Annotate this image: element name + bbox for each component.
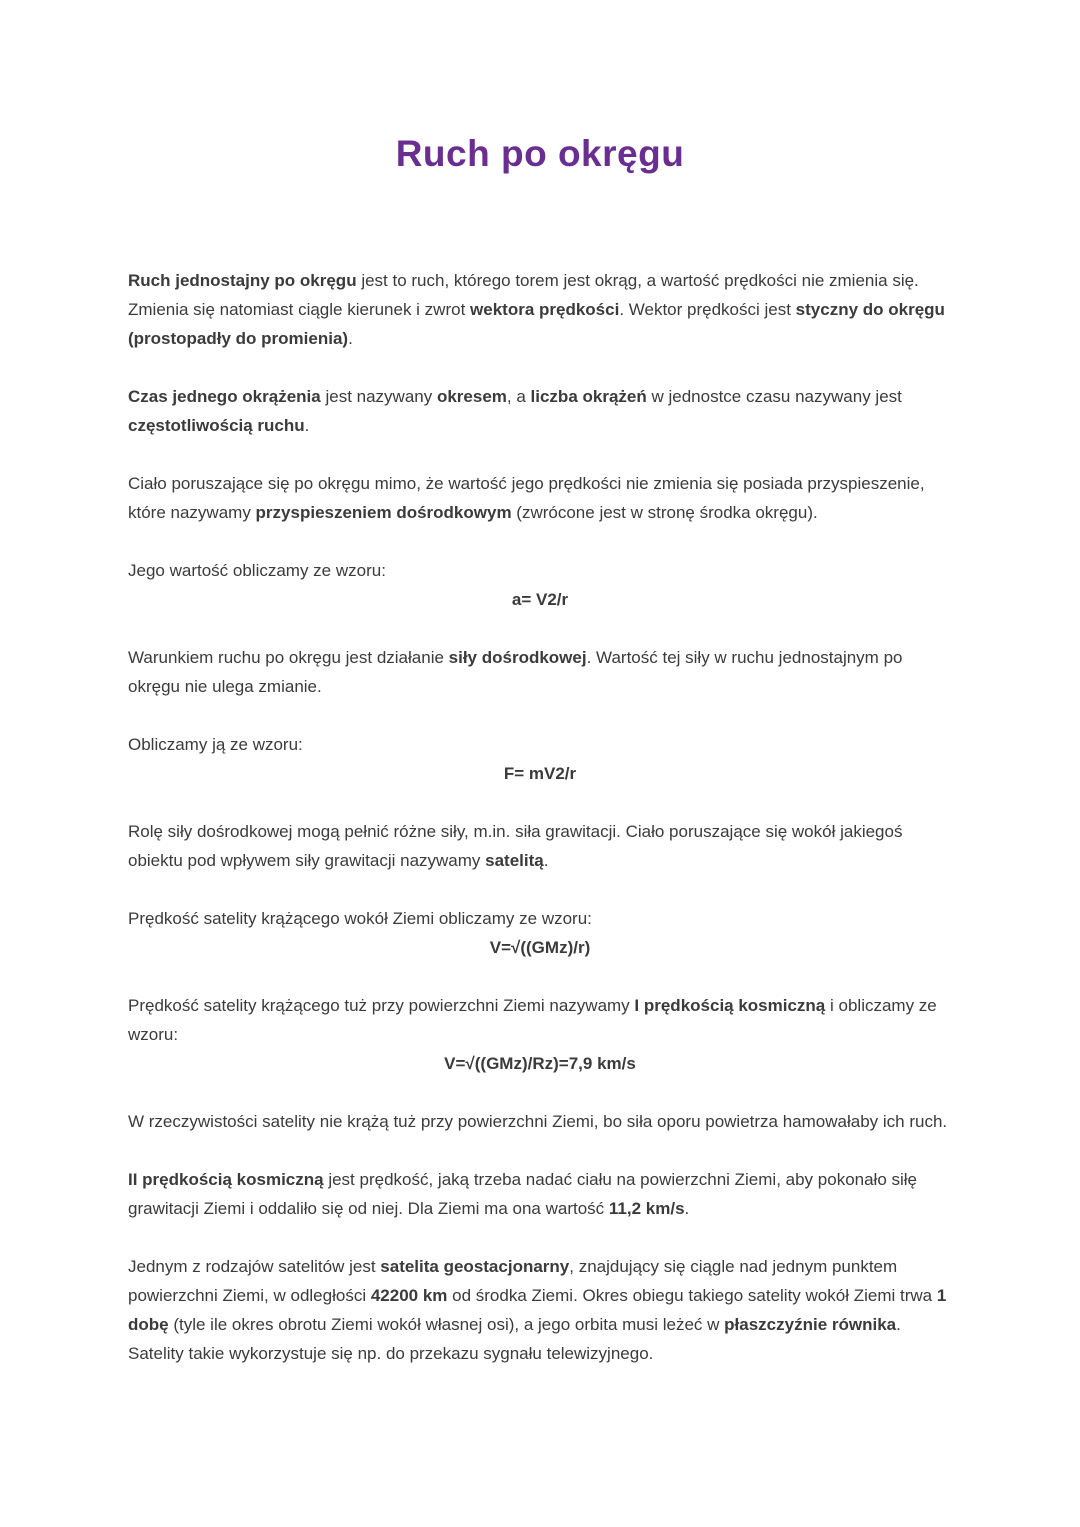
text-segment: Jednym z rodzajów satelitów jest [128,1257,381,1276]
paragraph [128,643,952,701]
text-segment: przyspieszeniem dośrodkowym [255,503,512,522]
paragraph [128,817,952,875]
text-segment: W rzeczywistości satelity nie krążą tuż przy powierzchni Ziemi, bo siła oporu powietrza hamowałaby ich ruch. [128,1112,948,1131]
text-segment: Ruch jednostajny po okręgu [128,271,357,290]
text-segment: Obliczamy ją ze wzoru: [128,735,303,754]
text-segment: , a [506,387,531,406]
text-segment: liczba okrążeń [530,387,647,406]
text-segment: Prędkość satelity krążącego tuż przy powierzchni Ziemi nazywamy [128,996,635,1015]
text-segment: 42200 km [370,1286,448,1305]
text-segment: Warunkiem ruchu po okręgu jest działanie [128,648,449,667]
text-segment: styczny do okręgu (prostopadły do promienia) [128,300,945,348]
text-segment: okresem [436,387,507,406]
text-segment: . Wartość tej siły w ruchu jednostajnym po okręgu nie ulega zmianie. [128,648,903,696]
paragraph [128,469,952,527]
text-segment: . Satelity takie wykorzystuje się np. do przekazu sygnału telewizyjnego. [128,1315,901,1363]
text-segment: i obliczamy ze wzoru: [128,996,937,1044]
text-segment: od środka Ziemi. Okres obiegu takiego satelity wokół Ziemi trwa [447,1286,937,1305]
paragraph [128,1252,952,1368]
formula-line: F= mV2/r [503,764,577,783]
text-segment: I prędkością kosmiczną [634,996,826,1015]
text-segment: . [304,416,310,435]
text-segment: Ciało poruszające się po okręgu mimo, że wartość jego prędkości nie zmienia się posiada przyspieszenie, które nazywamy [128,474,925,522]
text-segment: 1 dobę [128,1286,947,1334]
page-title: Ruch po okręgu [395,133,685,174]
text-segment: satelita geostacjonarny [380,1257,570,1276]
paragraph [128,730,952,788]
text-segment: (tyle ile okres obrotu Ziemi wokół własnej osi), a jego orbita musi leżeć w [168,1315,725,1334]
paragraph [128,1165,952,1223]
text-segment: . Wektor prędkości jest [619,300,796,319]
paragraph [128,1107,952,1136]
formula-line: V=√((GMz)/r) [489,938,591,957]
text-segment: częstotliwością ruchu [128,416,305,435]
text-segment: 11,2 km/s [608,1199,685,1218]
text-segment: . [348,329,353,348]
text-segment: jest nazywany [320,387,437,406]
text-segment: Rolę siły dośrodkowej mogą pełnić różne siły, m.in. siła grawitacji. Ciało poruszające się wokół jakiegoś obiektu pod wpływem siły grawitacji nazywamy [128,822,903,870]
text-segment: płaszczyźnie równika [724,1315,897,1334]
text-segment: II prędkością kosmiczną [128,1170,324,1189]
text-segment: Czas jednego okrążenia [128,387,321,406]
text-segment: Prędkość satelity krążącego wokół Ziemi obliczamy ze wzoru: [128,909,592,928]
text-segment: (zwrócone jest w stronę środka okręgu). [511,503,818,522]
paragraph [128,904,952,962]
text-segment: wektora prędkości [470,300,620,319]
text-segment: satelitą [485,851,544,870]
text-segment: . [543,851,549,870]
text-segment: Jego wartość obliczamy ze wzoru: [128,561,386,580]
text-segment: jest prędkość, jaką trzeba nadać ciału na powierzchni Ziemi, aby pokonało siłę grawitacji Ziemi i oddaliło się od niej. Dla Ziemi ma ona wartość [128,1170,918,1218]
text-segment: w jednostce czasu nazywany jest [646,387,902,406]
formula-line: a= V2/r [511,590,569,609]
text-segment: jest to ruch, którego torem jest okrąg, a wartość prędkości nie zmienia się. Zmienia się natomiast ciągle kierunek i zwrot [128,271,919,319]
paragraph [128,556,952,614]
paragraph [128,266,952,353]
text-segment: siły dośrodkowej [448,648,587,667]
text-segment: . [684,1199,690,1218]
formula-line: V=√((GMz)/Rz)=7,9 km/s [444,1054,636,1073]
paragraph [128,382,952,440]
paragraph [128,991,952,1078]
document-body [128,266,952,1368]
text-segment: , znajdujący się ciągle nad jednym punktem powierzchni Ziemi, w odległości [128,1257,898,1305]
